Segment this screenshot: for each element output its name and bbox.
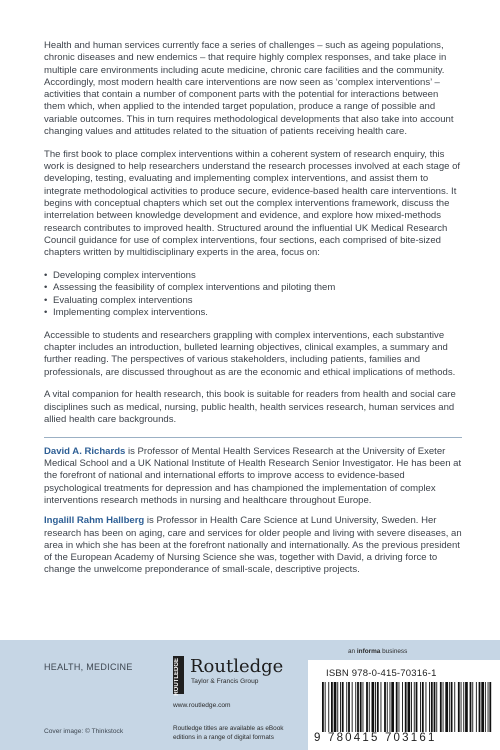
bullet-icon: • xyxy=(44,282,48,294)
focus-list xyxy=(44,270,462,319)
section-divider xyxy=(44,437,462,438)
cover-image-credit: Cover image: © Thinkstock xyxy=(44,728,124,735)
barcode-number: 9 780415 703161 xyxy=(314,732,437,744)
bullet-icon: • xyxy=(44,270,48,282)
routledge-logo-icon: ROUTLEDGE xyxy=(173,656,184,694)
publisher-url: www.routledge.com xyxy=(173,702,231,709)
barcode-icon xyxy=(322,682,492,734)
publisher-group: Taylor & Francis Group xyxy=(191,678,259,685)
author-bio: David A. Richards is Professor of Mental Health Services Research at the University of Exeter Medical School and a UK National Institute of Health Research Senior Investigator. He has been at the forefront of national and international efforts to improve access to evidence-based psychological treatments for depression and has championed the implementation of complex interventions research methods in nursing and healthcare throughout Europe. xyxy=(44,445,462,506)
isbn-number: ISBN 978-0-415-70316-1 xyxy=(326,668,437,679)
bullet-icon: • xyxy=(44,306,48,318)
accessibility-paragraph: Accessible to students and researchers grappling with complex interventions, each substantive chapter includes an introduction, bulleted learning objectives, clinical examples, a summary and further reading. The perspectives of various stakeholders, including patients, families and professionals, are discussed throughout as are the economic and ethical implications of methods. xyxy=(44,329,456,378)
list-item: • Implementing complex interventions. xyxy=(44,306,208,318)
publisher-name: Routledge xyxy=(190,656,284,677)
back-cover-text xyxy=(44,40,462,585)
author-name: Ingalill Rahm Hallberg xyxy=(44,515,145,527)
intro-paragraph: Health and human services currently face a series of challenges – such as ageing populations, chronic diseases and new endemics – that require highly complex responses, and take place in multiple care environments including acute medicine, chronic care facilities and the community. Accordingly, most modern health care interventions are now seen as ‘complex interventions’ – activities that contain a number of component parts with the potential for interactions between them which, when applied to the intended target population, produce a range of possible and variable outcomes. This in turn requires methodological developments that also take into account changing values and attitudes related to the situation of patients receiving health care. xyxy=(44,40,454,138)
subject-category: HEALTH, MEDICINE xyxy=(44,662,133,672)
bullet-icon: • xyxy=(44,294,48,306)
description-paragraph: The first book to place complex interventions within a coherent system of research enquiry, this work is designed to help researchers understand the research processes involved at each stage of developing, testing, evaluating and implementing complex interventions, and assist them to integrate methodological activities to produce secure, evidence-based health care interventions. It begins with conceptual chapters which set out the complex interventions framework, discuss the interrelation between knowledge development and evidence, and explore how mixed-methods research contributes to improved health. Structured around the influential UK Medical Research Council guidance for use of complex interventions, four sections, each comprised of bite-sized chapters written by multidisciplinary experts in the area, focus on: xyxy=(44,148,461,259)
list-item: • Assessing the feasibility of complex interventions and piloting them xyxy=(44,282,336,294)
author-name: David A. Richards xyxy=(44,445,126,457)
author-bio: Ingalill Rahm Hallberg is Professor in Health Care Science at Lund University, Sweden. Her research has been on aging, care and services for older people and living with severe diseases, an area in which she has been at the forefront nationally and internationally. As the previous president of the European Academy of Nursing Science she was, together with David, a driving force to change the unwelcome preponderance of small-scale, descriptive projects. xyxy=(44,515,462,576)
companion-paragraph: A vital companion for health research, this book is suitable for readers from health and social care disciplines such as medical, nursing, public health, health services research, human services and allied health care backgrounds. xyxy=(44,389,456,426)
footer-band xyxy=(0,640,500,750)
list-item: • Evaluating complex interventions xyxy=(44,294,193,306)
informa-label: an informa business xyxy=(348,648,408,655)
list-item: • Developing complex interventions xyxy=(44,270,196,282)
ebook-note: Routledge titles are available as eBook editions in a range of digital formats xyxy=(173,725,284,741)
isbn-panel xyxy=(308,660,500,750)
